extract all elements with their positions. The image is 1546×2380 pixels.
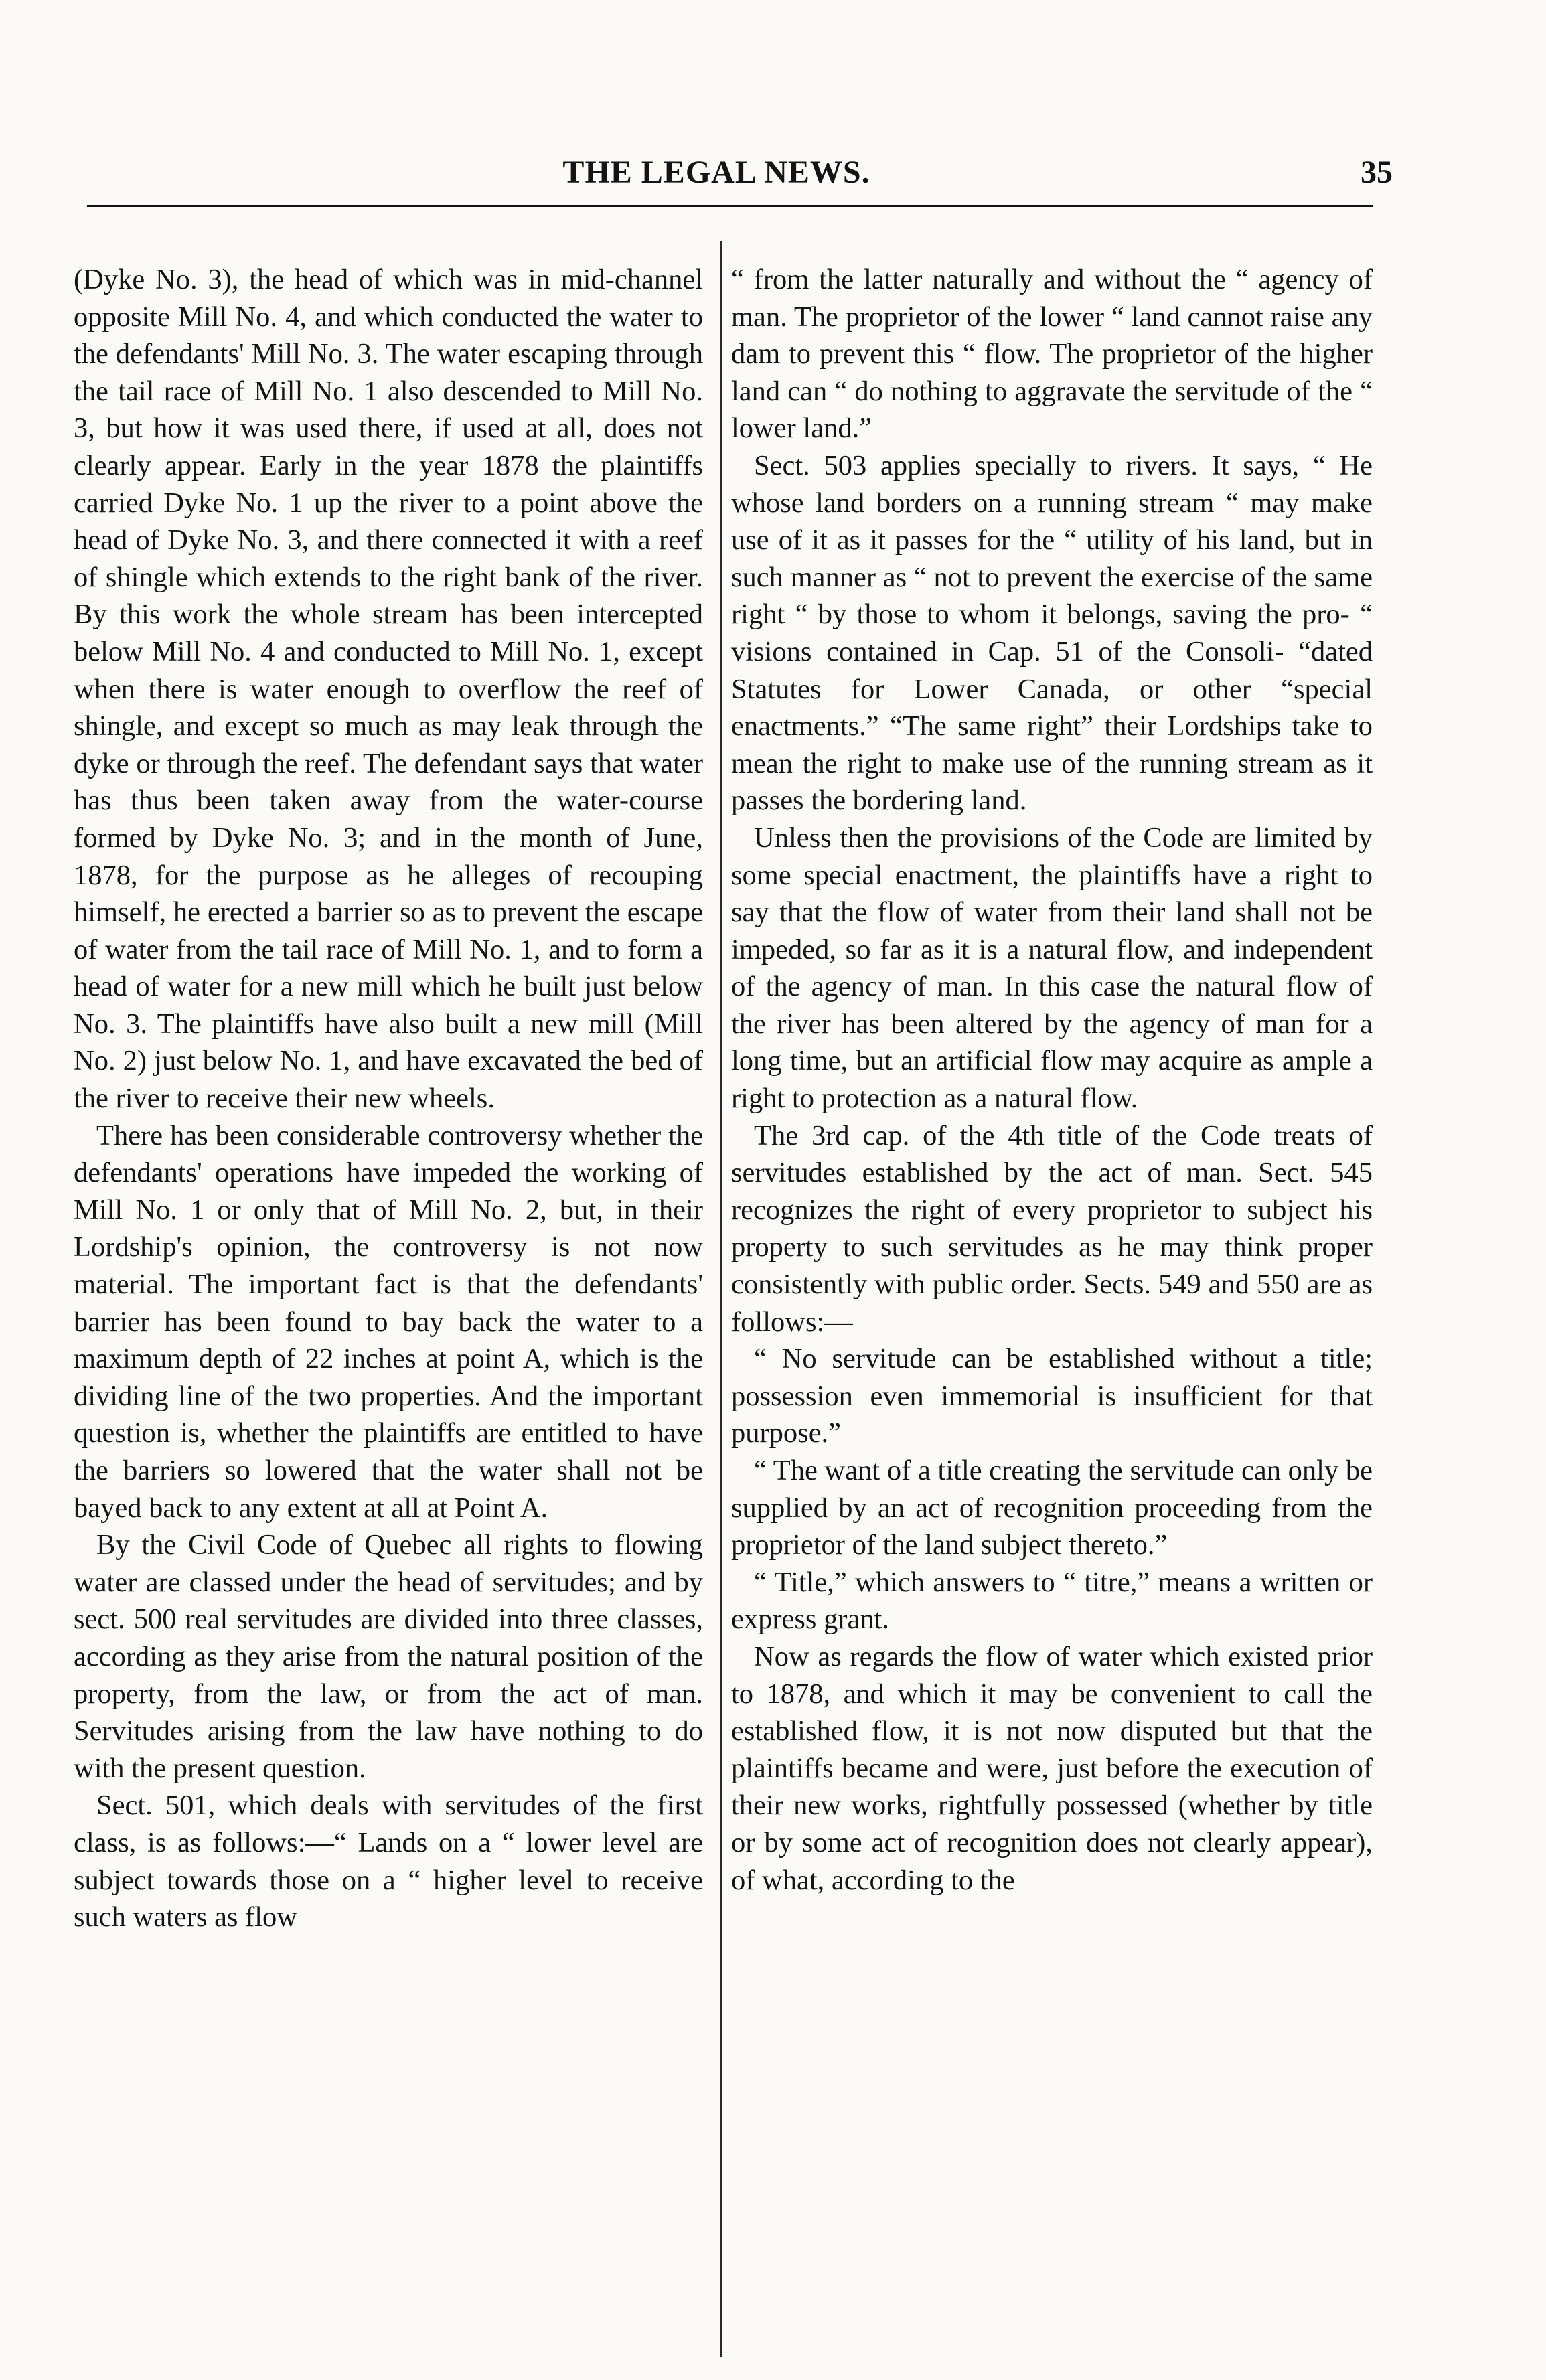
paragraph: “ Title,” which answers to “ titre,” means a written or express grant. bbox=[731, 1566, 1373, 1636]
paragraph: There has been considerable controversy whether the defendants' operations have impeded the working of Mill No. 1 or only that of Mill No. 2, but, in their Lordship's opinion, the controversy is not now material. The important fact is that the defendants' barrier has been found to bay back the water to a maximum depth of 22 inches at point A, which is the dividing line of the two properties. And the important question is, whether the plaintiffs are entitled to have the barriers so lowered that the water shall not be bayed back to any extent at all at Point A. bbox=[74, 1119, 703, 1524]
paragraph: By the Civil Code of Quebec all rights to flowing water are classed under the head of servitudes; and by sect. 500 real servitudes are divided into three classes, according as they arise from the natural position of the property, from the law, or from the act of man. Servitudes arising from the law have nothing to do with the present question. bbox=[74, 1529, 703, 1784]
page-number: 35 bbox=[1361, 155, 1393, 190]
column-divider bbox=[720, 241, 722, 2357]
paragraph: (Dyke No. 3), the head of which was in mid-channel opposite Mill No. 4, and which conducted the water to the defendants' Mill No. 3. The water escaping through the tail race of Mill No. 1 also descended to Mill No. 3, but how it was used there, if used at all, does not clearly appear. Early in the year 1878 the plaintiffs carried Dyke No. 1 up the river to a point above the head of Dyke No. 3, and there connected it with a reef of shingle which extends to the right bank of the river. By this work the whole stream has been intercepted below Mill No. 4 and conducted to Mill No. 1, except when there is water enough to overflow the reef of shingle, and except so much as may leak through the dyke or through the reef. The defendant says that water has thus been taken away from the water-course formed by Dyke No. 3; and in the month of June, 1878, for the purpose as he alleges of recouping himself, he erected a barrier so as to prevent the escape of water from the tail race of Mill No. 1, and to form a head of water for a new mill which he built just below No. 3. The plaintiffs have also built a new mill (Mill No. 2) just below No. 1, and have excavated the bed of the river to receive their new wheels. bbox=[74, 264, 703, 1115]
left-column bbox=[74, 261, 703, 2363]
paragraph: “ from the latter naturally and without the “ agency of man. The proprietor of the lower “ land cannot raise any dam to prevent this “ flow. The proprietor of the higher land can “ do nothing to aggravate the servitude of the “ lower land.” bbox=[731, 264, 1373, 445]
paragraph: “ No servitude can be established without a title; possession even immemorial is insufficient for that purpose.” bbox=[731, 1343, 1373, 1449]
paragraph: “ The want of a title creating the servitude can only be supplied by an act of recognition proceeding from the proprietor of the land subject thereto.” bbox=[731, 1455, 1373, 1561]
header-rule bbox=[87, 205, 1373, 207]
paragraph: Now as regards the flow of water which existed prior to 1878, and which it may be convenient to call the established flow, it is not now disputed but that the plaintiffs became and were, just before the execution of their new works, rightfully possessed (whether by title or by some act of recognition does not clearly appear), of what, according to the bbox=[731, 1640, 1373, 1896]
paragraph: The 3rd cap. of the 4th title of the Code treats of servitudes established by the act of man. Sect. 545 recognizes the right of every proprietor to subject his property to such servitudes as he may think proper consistently with public order. Sects. 549 and 550 are as follows:— bbox=[731, 1119, 1373, 1338]
right-column bbox=[731, 261, 1373, 2363]
paragraph: Unless then the provisions of the Code are limited by some special enactment, the plaintiffs have a right to say that the flow of water from their land shall not be impeded, so far as it is a natural flow, and independent of the agency of man. In this case the natural flow of the river has been altered by the agency of man for a long time, but an artificial flow may acquire as ample a right to protection as a natural flow. bbox=[731, 821, 1373, 1115]
paragraph: Sect. 501, which deals with servitudes of the first class, is as follows:—“ Lands on a “ lower level are subject towards those on a “ higher level to receive such waters as flow bbox=[74, 1790, 703, 1933]
paragraph: Sect. 503 applies specially to rivers. It says, “ He whose land borders on a running stream “ may make use of it as it passes for the “ utility of his land, but in such manner as “ not to prevent the exercise of the same right “ by those to whom it belongs, saving the pro- “ visions contained in Cap. 51 of the Consoli- “dated Statutes for Lower Canada, or other “special enactments.” “The same right” their Lordships take to mean the right to make use of the running stream as it passes the bordering land. bbox=[731, 449, 1373, 817]
running-head-title: THE LEGAL NEWS. bbox=[562, 155, 870, 190]
